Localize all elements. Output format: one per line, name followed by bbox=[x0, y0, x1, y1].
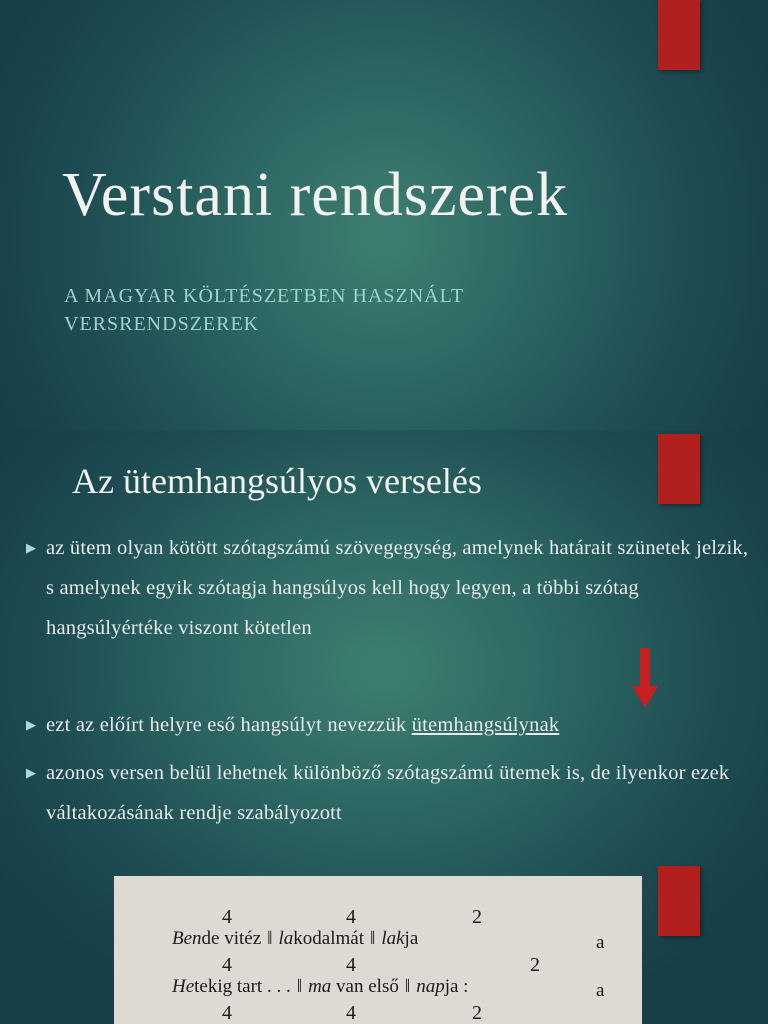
section-heading: Az ütemhangsúlyos verselés bbox=[72, 461, 482, 501]
red-tab-decoration bbox=[658, 866, 700, 936]
bullet-triangle-icon: ▶ bbox=[26, 717, 37, 732]
syllable-count: 4 bbox=[346, 906, 356, 928]
bullet-text: azonos versen belül lehetnek különböző szótagszámú ütemek is, de ilyenkor ezek váltakozásának rendje szabályozott bbox=[46, 762, 730, 824]
content-slide bbox=[0, 430, 768, 1024]
meter-example-photo bbox=[114, 876, 642, 1024]
syllable-count: 4 bbox=[222, 906, 232, 928]
bullet-text: ezt az előírt helyre eső hangsúlyt nevezzük bbox=[46, 714, 412, 736]
red-tab-decoration bbox=[658, 434, 700, 504]
bullet-item bbox=[26, 753, 756, 833]
rhyme-letter: a bbox=[596, 980, 605, 1001]
down-arrow-icon bbox=[630, 648, 660, 710]
bullet-triangle-icon: ▶ bbox=[26, 540, 37, 555]
underlined-term: ütemhangsúlynak bbox=[411, 714, 560, 736]
syllable-count: 2 bbox=[472, 906, 482, 928]
syllable-count: 4 bbox=[222, 954, 232, 976]
slide-title: Verstani rendszerek bbox=[62, 161, 569, 229]
bullet-item bbox=[26, 705, 756, 745]
slide-subtitle: A MAGYAR KÖLTÉSZETBEN HASZNÁLT VERSRENDSZEREK bbox=[64, 285, 464, 335]
title-slide bbox=[0, 0, 768, 430]
syllable-count: 2 bbox=[472, 1002, 482, 1024]
bullet-text: az ütem olyan kötött szótagszámú szövegegység, amelynek határait szünetek jelzik, s amelynek egyik szótagja hangsúlyos kell hogy legyen, a többi szótag hangsúlyértéke viszont kötetlen bbox=[46, 537, 749, 639]
red-tab-decoration bbox=[658, 0, 700, 70]
bullet-triangle-icon: ▶ bbox=[26, 765, 37, 780]
syllable-count: 4 bbox=[346, 1002, 356, 1024]
bullet-item bbox=[26, 528, 756, 648]
syllable-count: 4 bbox=[222, 1002, 232, 1024]
syllable-count: 2 bbox=[530, 954, 540, 976]
verse-line: Hetekig tart . . . ‖ ma van első ‖ napja : bbox=[172, 976, 469, 997]
verse-line: Bende vitéz ‖ lakodalmát ‖ lakja bbox=[172, 928, 419, 949]
syllable-count: 4 bbox=[346, 954, 356, 976]
rhyme-letter: a bbox=[596, 932, 605, 953]
